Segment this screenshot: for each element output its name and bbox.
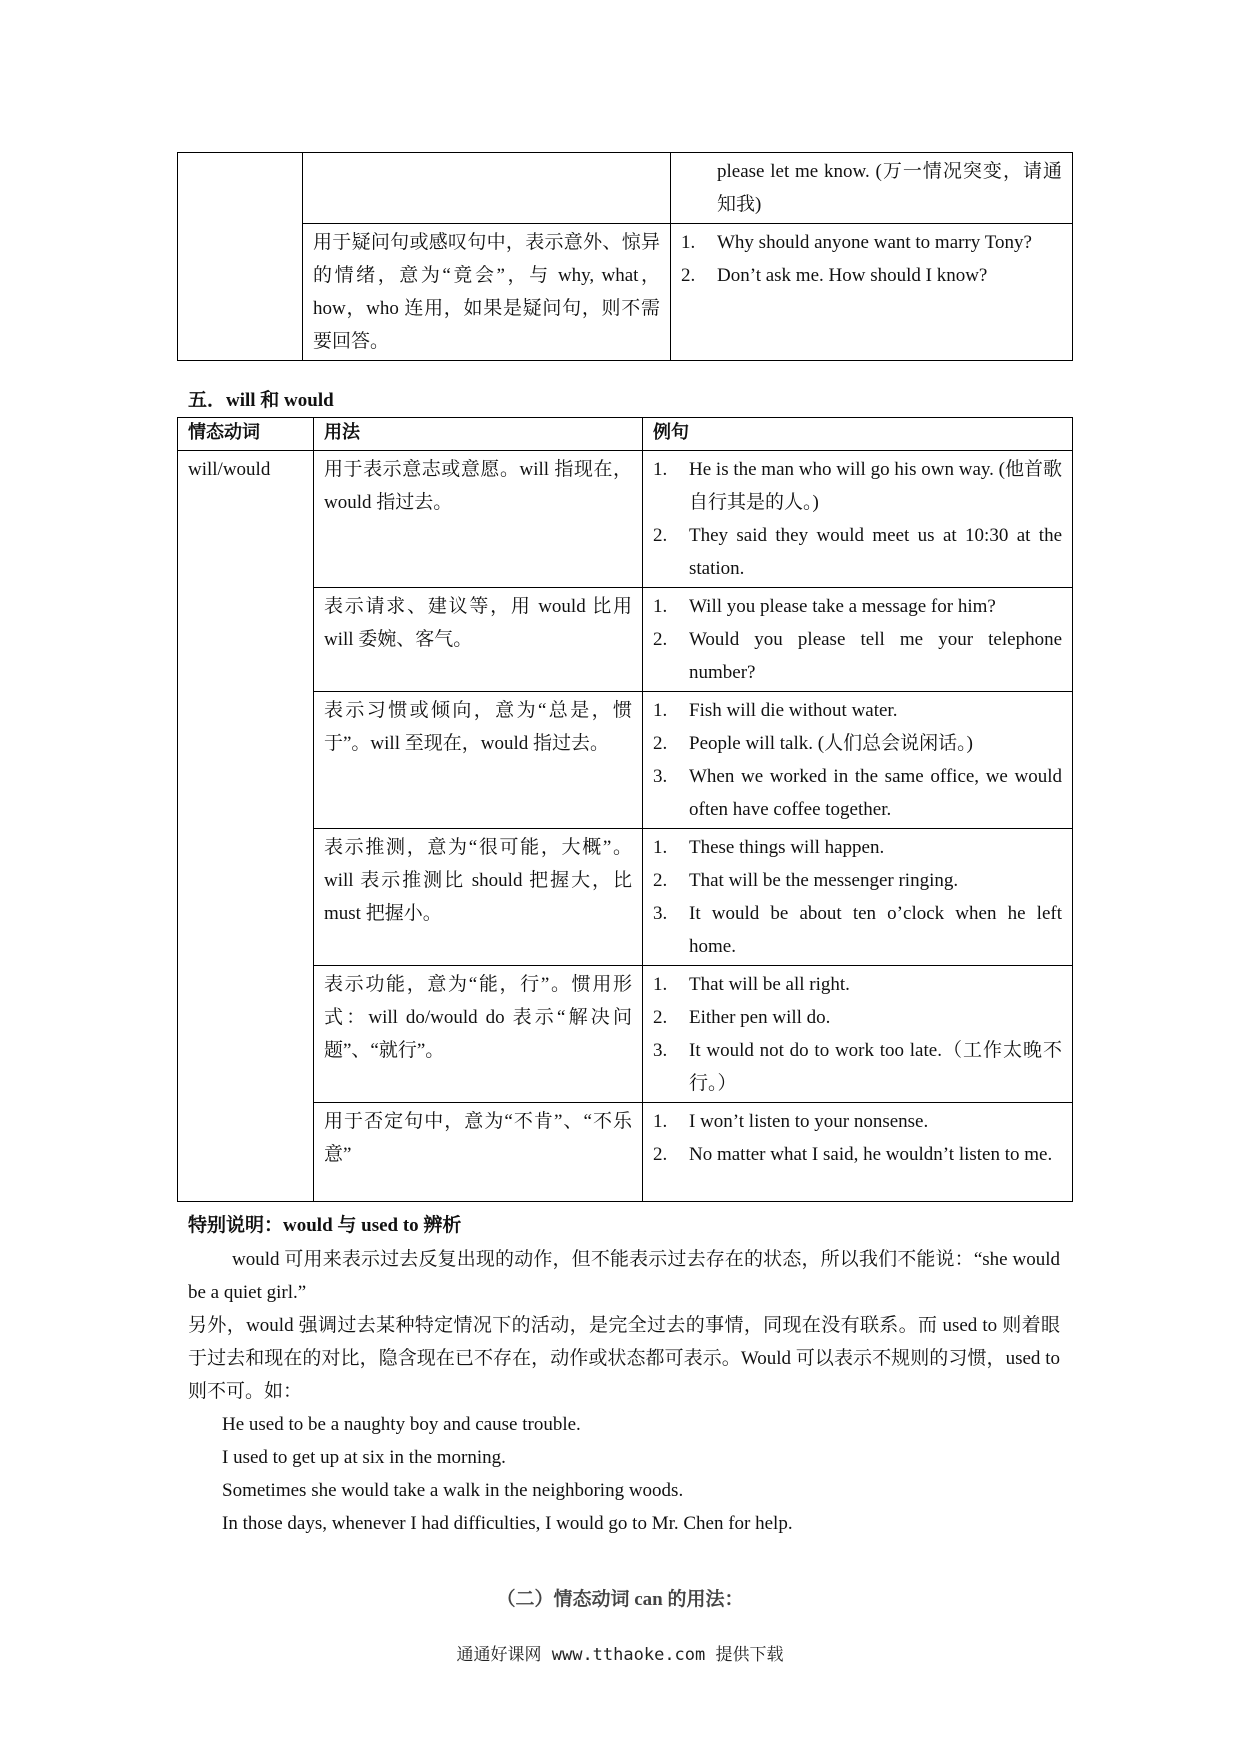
example-item [653,727,1062,760]
example-item [653,590,1062,623]
table-row [178,451,1073,588]
example-text: Fish will die without water. [689,700,898,721]
note-paragraph-2: 另外，would 强调过去某种特定情况下的活动，是完全过去的事情，同现在没有联系。而 used to 则着眼于过去和现在的对比，隐含现在已不存在，动作或状态都可表示。Would 可以表示不规则的习惯，used to 则不可。如： [188,1315,1060,1402]
example-text: These things will happen. [689,837,885,858]
table-should-continued [177,152,1073,361]
example-item [653,453,1062,519]
examples-cell: 1. Why should anyone want to marry Tony? 2. Don’t ask me. How should I know? [671,224,1073,361]
footer-text: 通通好课网 www.tthaoke.com 提供下载 [456,1645,784,1665]
verb-cell [178,153,303,361]
note-paragraph-1: would 可用来表示过去反复出现的动作，但不能表示过去存在的状态，所以我们不能说：“she would be a quiet girl.” [188,1249,1060,1303]
header-verb: 情态动词 [178,418,314,451]
example-number: 1. [653,1111,668,1132]
example-item [653,760,1062,826]
example-text: That will be the messenger ringing. [689,870,959,891]
example-item [653,831,1062,864]
example-item [653,1138,1062,1171]
example-number: 1. [653,596,668,617]
usage-cell: 用于否定句中，意为“不肯”、“不乐意” [314,1103,643,1202]
usage-cell: 表示习惯或倾向，意为“总是，惯于”。will 至现在，would 指过去。 [314,692,643,829]
example-line: He used to be a naughty boy and cause trouble. [222,1414,581,1435]
header-examples: 例句 [643,418,1073,451]
table-header-row [178,418,1073,451]
example-number: 3. [653,903,668,924]
example-text: When we worked in the same office, we would often have coffee together. [689,766,1062,820]
example-item [653,1034,1062,1100]
example-number: 2. [653,870,668,891]
example-item [653,1105,1062,1138]
example-number: 1. [653,700,668,721]
example-number: 3. [653,766,668,787]
usage-cell: 表示功能，意为“能，行”。惯用形式：will do/would do 表示“解决问题”、“就行”。 [314,966,643,1103]
example-item [653,623,1062,689]
next-section-heading: （二）情态动词 can 的用法： [496,1589,744,1610]
examples-cell [643,829,1073,966]
example-number: 2. [653,1144,668,1165]
example-text: Either pen will do. [689,1007,831,1028]
examples-cell: please let me know. (万一情况突变，请通知我) [671,153,1073,224]
usage-cell [303,153,671,224]
examples-cell [643,966,1073,1103]
example-number: 2. [653,733,668,754]
examples-cell [643,692,1073,829]
examples-cell [643,451,1073,588]
example-line: Sometimes she would take a walk in the neighboring woods. [222,1480,684,1501]
note-examples [222,1408,793,1540]
example-number: 1. [653,837,668,858]
usage-cell: 表示请求、建议等，用 would 比用 will 委婉、客气。 [314,588,643,692]
examples-cell [643,588,1073,692]
example-line: In those days, whenever I had difficulties, I would go to Mr. Chen for help. [222,1513,793,1534]
example-text: People will talk. (人们总会说闲话。) [689,733,973,754]
example-text: Would you please tell me your telephone number? [689,629,1062,683]
example-text: I won’t listen to your nonsense. [689,1111,929,1132]
example-text: It would not do to work too late.（工作太晚不行。） [689,1040,1062,1094]
example-item [653,519,1062,585]
usage-cell: 用于表示意志或意愿。will 指现在，would 指过去。 [314,451,643,588]
example-text: No matter what I said, he wouldn’t listen to me. [689,1144,1053,1165]
note-title: 特别说明：would 与 used to 辨析 [188,1215,462,1236]
example-number: 2. [653,629,668,650]
example-number: 2. [653,1007,668,1028]
example-item [653,897,1062,963]
example-item [653,864,1062,897]
example-number: 3. [653,1040,668,1061]
example-text: That will be all right. [689,974,850,995]
usage-cell: 表示推测，意为“很可能，大概”。will 表示推测比 should 把握大，比 must 把握小。 [314,829,643,966]
section-heading: 五．will 和 would [188,390,334,411]
example-number: 1. [653,459,668,480]
example-item [653,694,1062,727]
example-item [653,1001,1062,1034]
header-usage: 用法 [314,418,643,451]
example-text: He is the man who will go his own way. (他首歌自行其是的人。) [689,459,1062,513]
examples-cell [643,1103,1073,1202]
example-text: Will you please take a message for him? [689,596,996,617]
table-row [178,153,1073,224]
usage-cell: 用于疑问句或感叹句中，表示意外、惊异的情绪，意为“竟会”，与 why, what，how，who 连用，如果是疑问句，则不需要回答。 [303,224,671,361]
verb-cell: will/would [178,451,314,1202]
example-item [653,968,1062,1001]
example-number: 2. [653,525,668,546]
example-text: They said they would meet us at 10:30 at the station. [689,525,1062,579]
table-row [178,224,1073,361]
will-would-table [177,417,1073,1202]
example-line: I used to get up at six in the morning. [222,1447,506,1468]
example-text: It would be about ten o’clock when he left home. [689,903,1062,957]
example-number: 1. [653,974,668,995]
